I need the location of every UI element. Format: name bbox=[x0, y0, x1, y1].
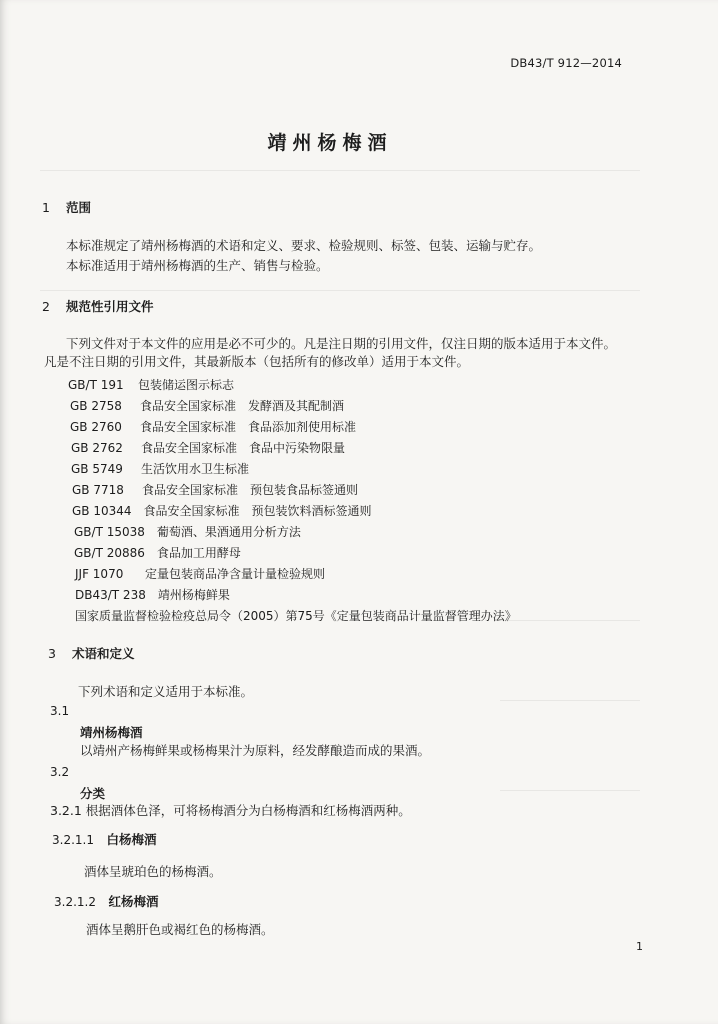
reference-item: GB 5749 生活饮用水卫生标准 bbox=[71, 462, 250, 476]
section-number: 2 bbox=[42, 299, 50, 314]
subclause-3-2-1: 3.2.1 根据酒体色泽，可将杨梅酒分为白杨梅酒和红杨梅酒两种。 bbox=[50, 803, 411, 818]
subclause-heading bbox=[54, 892, 159, 910]
term-name: 红杨梅酒 bbox=[108, 894, 159, 909]
section-heading-references bbox=[42, 297, 154, 315]
term-number: 3.2.1.1 bbox=[52, 833, 94, 847]
scope-paragraph-2: 本标准适用于靖州杨梅酒的生产、销售与检验。 bbox=[66, 258, 329, 273]
reference-item: GB 2762 食品安全国家标准 食品中污染物限量 bbox=[71, 441, 346, 455]
term-number: 3.2 bbox=[50, 765, 70, 779]
term-number: 3.1 bbox=[50, 704, 70, 718]
show-through-line bbox=[40, 170, 640, 171]
reference-item: JJF 1070 定量包装商品净含量计量检验规则 bbox=[75, 567, 326, 581]
scope-paragraph-1: 本标准规定了靖州杨梅酒的术语和定义、要求、检验规则、标签、包装、运输与贮存。 bbox=[66, 238, 542, 253]
section-title: 术语和定义 bbox=[72, 646, 135, 661]
term-definition: 以靖州产杨梅鲜果或杨梅果汁为原料，经发酵酿造而成的果酒。 bbox=[80, 743, 431, 758]
references-intro-line-2: 凡是不注日期的引用文件，其最新版本（包括所有的修改单）适用于本文件。 bbox=[44, 354, 470, 369]
show-through-line bbox=[500, 790, 640, 791]
term-definition: 酒体呈琥珀色的杨梅酒。 bbox=[84, 864, 222, 879]
reference-item: GB 2760 食品安全国家标准 食品添加剂使用标准 bbox=[70, 420, 357, 434]
term-name: 白杨梅酒 bbox=[106, 832, 157, 847]
section-heading-terms bbox=[48, 644, 135, 662]
terms-intro: 下列术语和定义适用于本标准。 bbox=[78, 684, 254, 699]
section-heading-scope bbox=[42, 198, 91, 216]
reference-item: GB/T 20886 食品加工用酵母 bbox=[74, 546, 241, 560]
term-name: 分类 bbox=[80, 786, 106, 801]
page-title: 靖州杨梅酒 bbox=[267, 132, 393, 154]
page-number: 1 bbox=[636, 940, 643, 953]
section-number: 3 bbox=[48, 646, 56, 661]
subclause-heading bbox=[52, 830, 157, 848]
show-through-line bbox=[500, 620, 640, 621]
show-through-line bbox=[500, 700, 640, 701]
reference-item: DB43/T 238 靖州杨梅鲜果 bbox=[75, 588, 230, 602]
reference-item: GB 2758 食品安全国家标准 发酵酒及其配制酒 bbox=[70, 399, 345, 413]
reference-item: GB/T 191 包装储运图示标志 bbox=[68, 378, 235, 392]
reference-item: GB/T 15038 葡萄酒、果酒通用分析方法 bbox=[74, 525, 301, 539]
document-code: DB43/T 912—2014 bbox=[510, 56, 622, 70]
section-title: 范围 bbox=[66, 200, 92, 215]
references-intro-line-1: 下列文件对于本文件的应用是必不可少的。凡是注日期的引用文件，仅注日期的版本适用于本文件。 bbox=[66, 336, 617, 351]
reference-item: GB 7718 食品安全国家标准 预包装食品标签通则 bbox=[72, 483, 359, 497]
term-number: 3.2.1.2 bbox=[54, 895, 96, 909]
section-number: 1 bbox=[42, 200, 50, 215]
reference-item: GB 10344 食品安全国家标准 预包装饮料酒标签通则 bbox=[72, 504, 372, 518]
reference-item-regulation: 国家质量监督检验检疫总局令（2005）第75号《定量包装商品计量监督管理办法》 bbox=[75, 609, 517, 623]
term-name: 靖州杨梅酒 bbox=[80, 725, 143, 740]
term-definition: 酒体呈鹅肝色或褐红色的杨梅酒。 bbox=[86, 922, 274, 937]
show-through-line bbox=[40, 290, 640, 291]
section-title: 规范性引用文件 bbox=[66, 299, 154, 314]
